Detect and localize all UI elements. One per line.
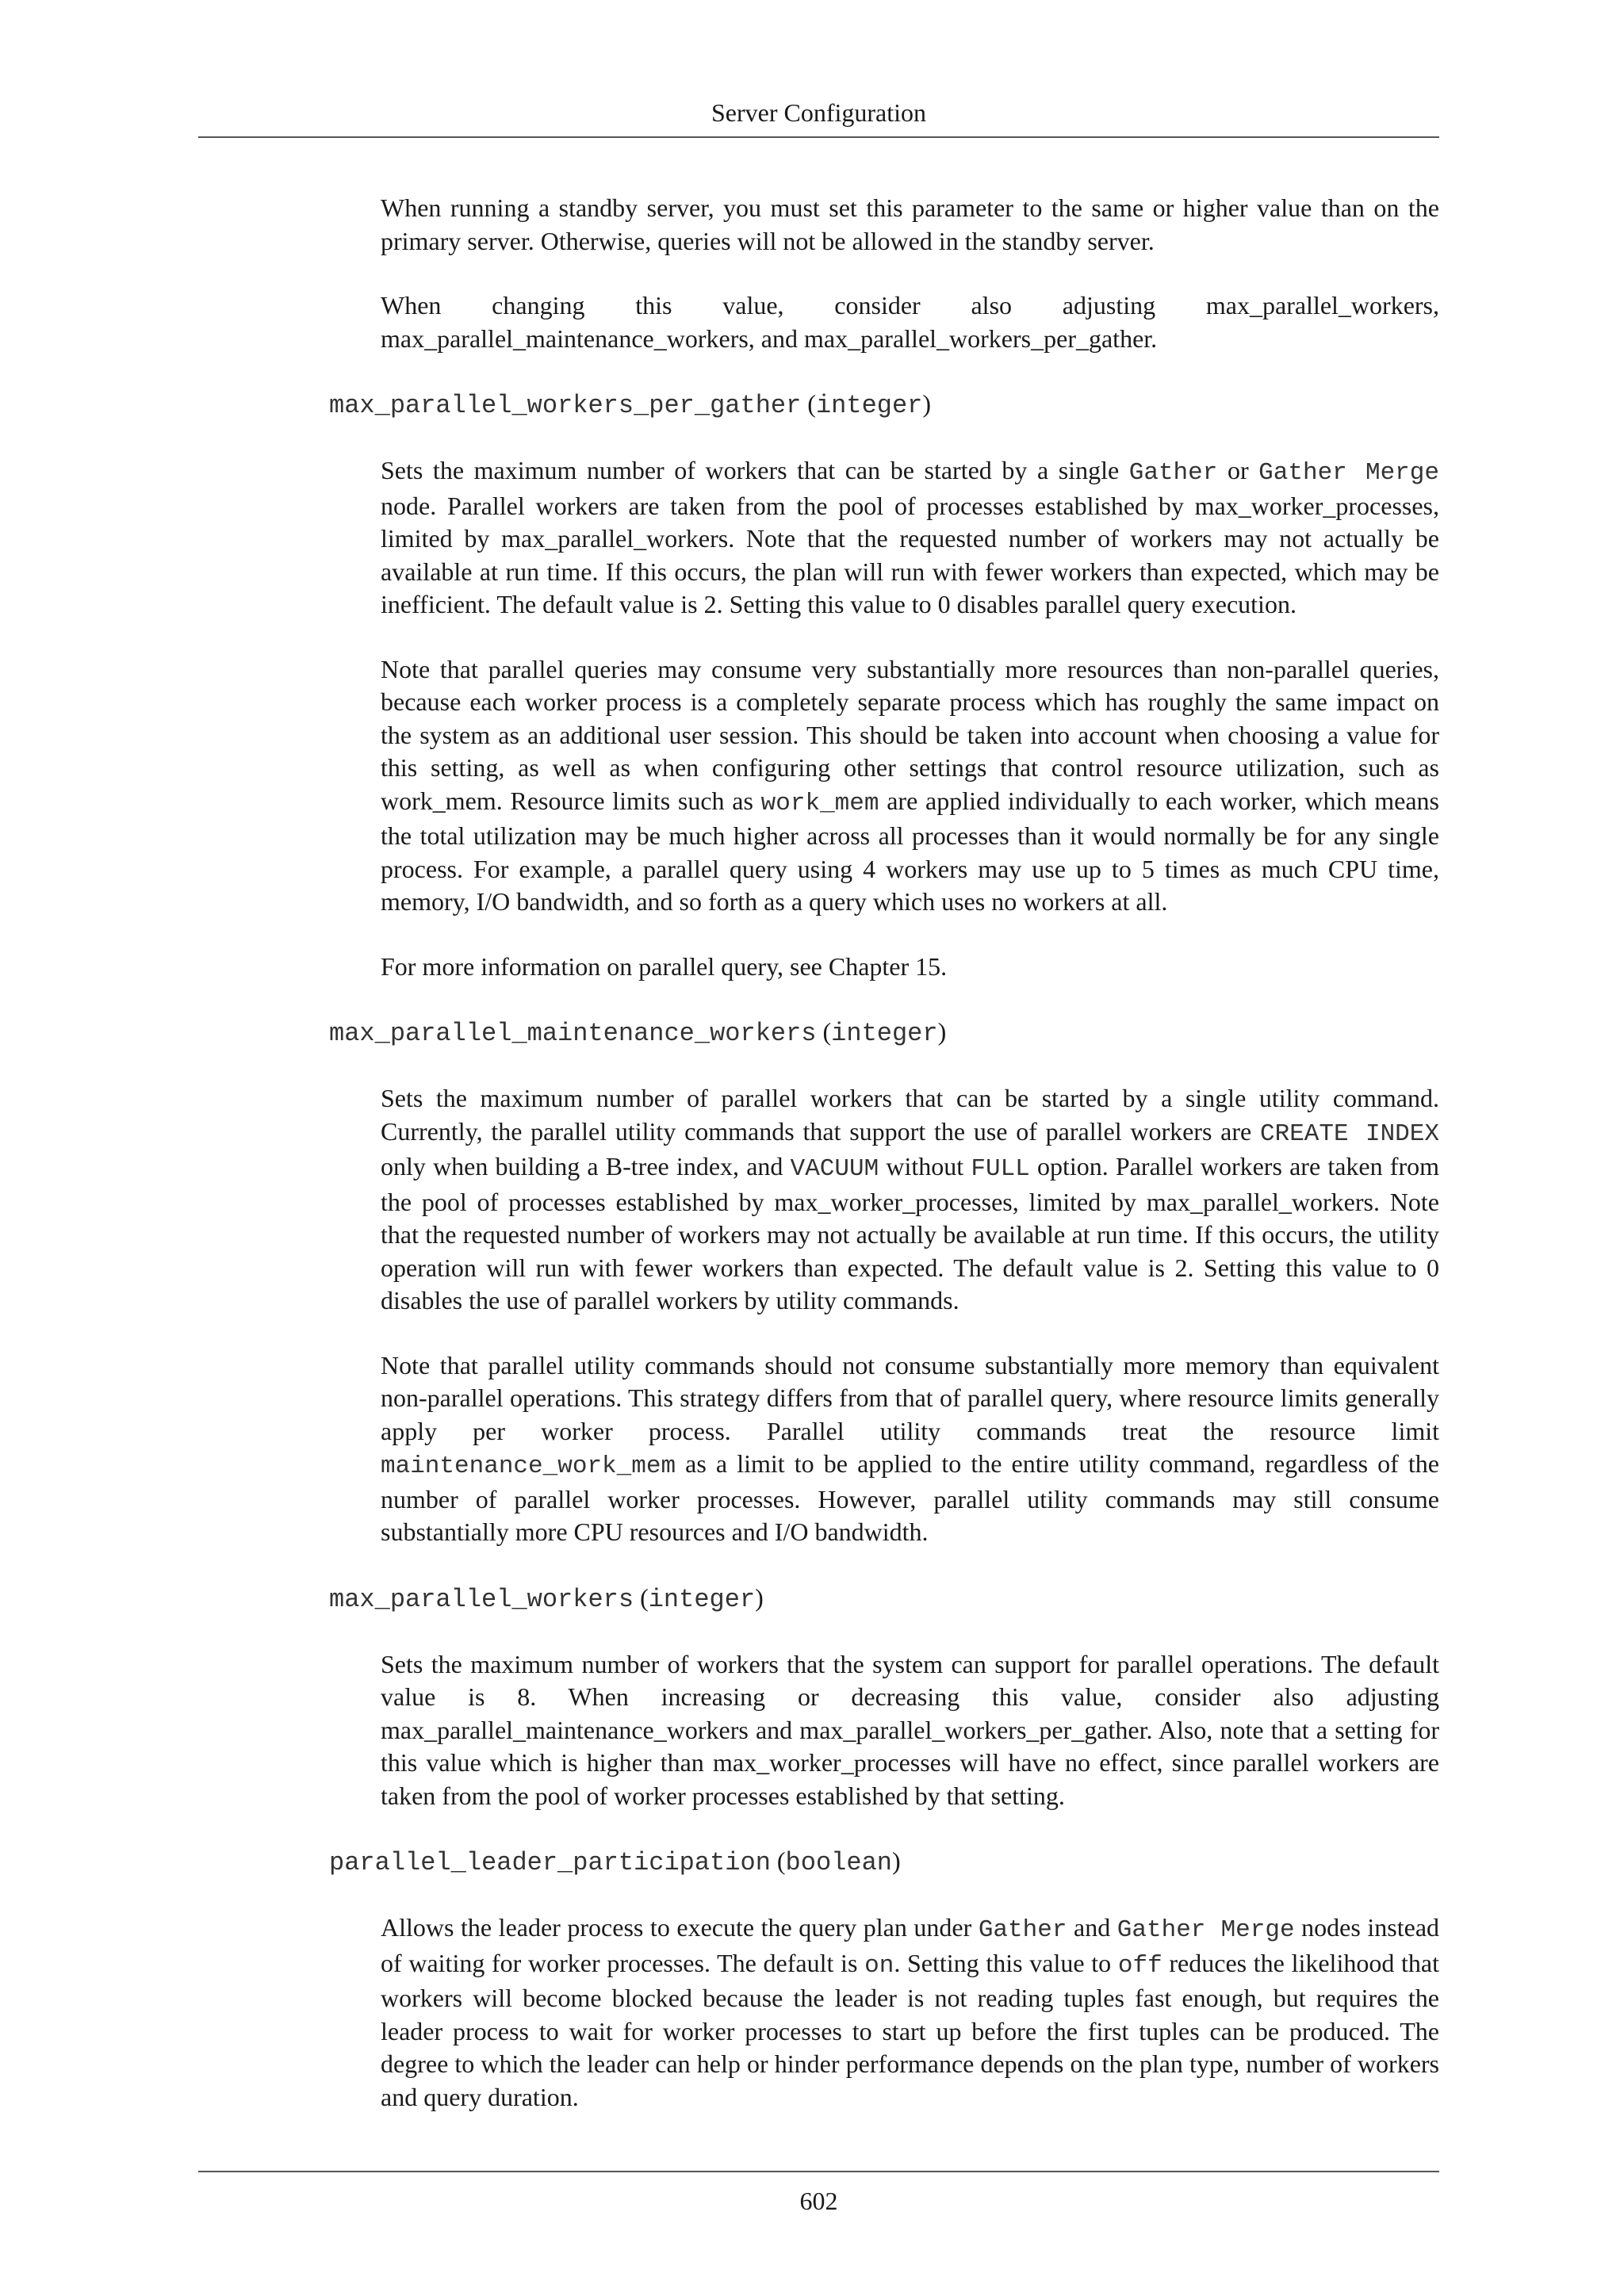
intro-paragraph: When changing this value, consider also adjusting max_parallel_workers, max_parallel_maintenance_workers, and max_parallel_workers_per_gather. [381, 291, 1439, 353]
parameter-type: integer [648, 1584, 756, 1614]
parameter-description: Sets the maximum number of parallel workers that can be started by a single utility command. Currently, the parallel utility commands that support the use of parallel workers are CREATE INDEX only when building a B-tree index, and VACUUM without FULL option. Parallel workers are taken from the pool of processes established by max_worker_processes, limited by max_parallel_workers. Note that the requested number of workers may not actually be available at run time. If this occurs, the utility operation will run with fewer workers than expected. The default value is 2. Setting this value to 0 disables the use of parallel workers by utility commands. [381, 1084, 1440, 1314]
parameter-description: Sets the maximum number of workers that can be started by a single Gather or Gather Merge node. Parallel workers are taken from the pool of processes established by max_worker_processes, limited by max_parallel_workers. Note that the requested number of workers may not actually be available at run time. If this occurs, the plan will run with fewer workers than expected, which may be inefficient. The default value is 2. Setting this value to 0 disables parallel query execution. [381, 456, 1439, 618]
page-header: Server Configuration [710, 98, 927, 127]
parameter-term: max_parallel_workers_per_gather (integer) [329, 389, 932, 420]
parameter-type: integer [815, 391, 923, 420]
parameter-description: Allows the leader process to execute the query plan under Gather and Gather Merge nodes instead of waiting for worker processes. The default is on. Setting this value to off reduces the likelihood that workers will become blocked because the leader is not reading tuples fast enough, but requires the leader process to wait for worker processes to start up before the first tuples can be produced. The degree to which the leader can help or hinder performance depends on the plan type, number of workers and query duration. [381, 1913, 1440, 2111]
parameter-type: integer [831, 1019, 938, 1048]
page-number: 602 [799, 2187, 838, 2215]
header-rule [198, 136, 1439, 138]
parameter-term: max_parallel_maintenance_workers (integer) [329, 1017, 947, 1048]
code-literal: VACUUM [790, 1155, 879, 1183]
parameter-description: Note that parallel utility commands should not consume substantially more memory than equivalent non-parallel operations. This strategy differs from that of parallel query, where resource limits generally apply per worker process. Parallel utility commands treat the resource limit maintenance_work_mem as a limit to be applied to the entire utility command, regardless of the number of parallel worker processes. However, parallel utility commands may still consume substantially more CPU resources and I/O bandwidth. [381, 1350, 1439, 1546]
code-literal: Gather Merge [1116, 1916, 1295, 1944]
code-literal: on [864, 1951, 894, 1980]
code-literal: CREATE INDEX [1260, 1119, 1439, 1148]
parameter-name: max_parallel_workers [329, 1584, 634, 1614]
intro-paragraph: When running a standby server, you must set this parameter to the same or higher value than on the primary server. Otherwise, queries will not be allowed in the standby server. [381, 193, 1439, 255]
page-content [198, 192, 1439, 2114]
footer-rule [198, 2171, 1439, 2172]
code-literal: Gather Merge [1258, 459, 1439, 487]
code-literal: work_mem [760, 789, 879, 817]
parameter-description: For more information on parallel query, see Chapter 15. [381, 951, 948, 981]
parameter-name: max_parallel_maintenance_workers [329, 1019, 817, 1048]
parameter-description: Note that parallel queries may consume very substantially more resources than non-parallel queries, because each worker process is a completely separate process which has roughly the same impact on the system as an additional user session. This should be taken into account when choosing a value for this setting, as well as when configuring other settings that control resource utilization, such as work_mem. Resource limits such as work_mem are applied individually to each worker, which means the total utilization may be much higher across all processes than it would normally be for any single process. For example, a parallel query using 4 workers may use up to 5 times as much CPU time, memory, I/O bandwidth, and so forth as a query which uses no workers at all. [381, 654, 1440, 916]
code-literal: Gather [978, 1916, 1067, 1944]
code-literal: maintenance_work_mem [381, 1452, 676, 1480]
code-literal: off [1117, 1951, 1162, 1980]
parameter-name: parallel_leader_participation [329, 1848, 771, 1877]
parameter-term: max_parallel_workers (integer) [329, 1582, 764, 1614]
parameter-description: Sets the maximum number of workers that the system can support for parallel operations. The default value is 8. When increasing or decreasing this value, consider also adjusting max_parallel_maintenance_workers and max_parallel_workers_per_gather. Also, note that a setting for this value which is higher than max_worker_processes will have no effect, since parallel workers are taken from the pool of worker processes established by that setting. [381, 1649, 1439, 1810]
code-literal: FULL [971, 1155, 1030, 1183]
parameter-term: parallel_leader_participation (boolean) [329, 1846, 901, 1877]
parameter-name: max_parallel_workers_per_gather [329, 391, 802, 420]
parameter-type: boolean [785, 1848, 892, 1877]
code-literal: Gather [1128, 459, 1218, 487]
